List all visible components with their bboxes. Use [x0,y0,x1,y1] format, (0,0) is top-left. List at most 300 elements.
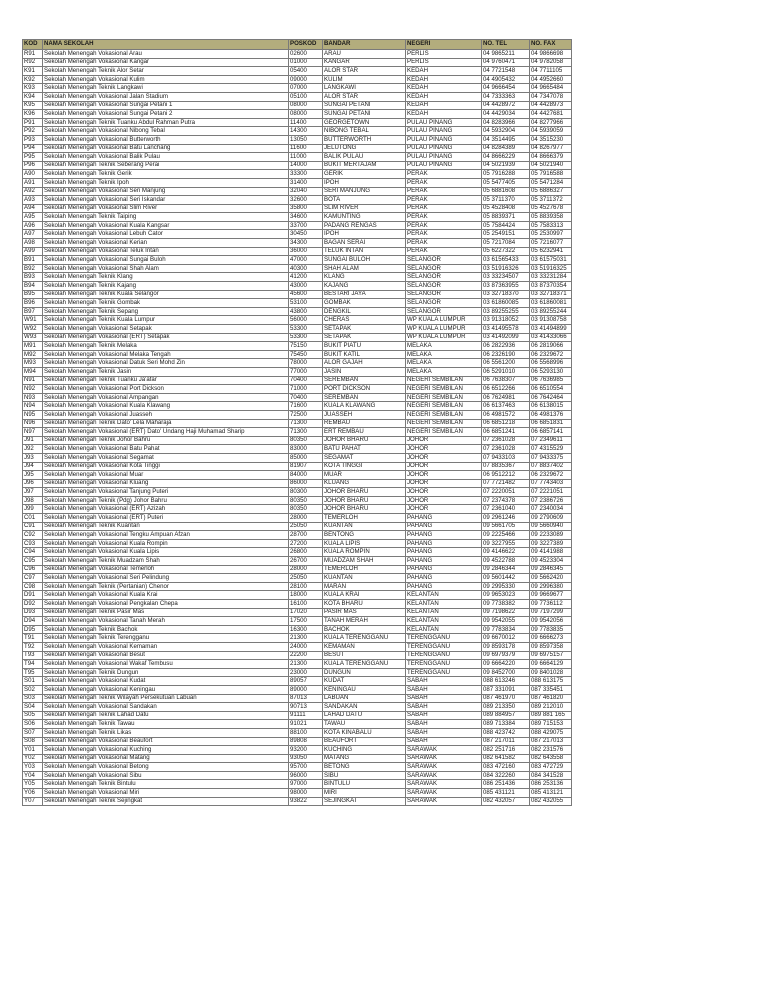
cell-kod: A94 [23,204,43,213]
cell-kod: A96 [23,221,43,230]
cell-no-fax: 09 8597358 [530,642,572,651]
cell-no-fax: 09 2233089 [530,531,572,540]
cell-kod: P93 [23,135,43,144]
table-row [23,720,572,729]
cell-no-fax: 04 5021940 [530,161,572,170]
cell-poskod: 08000 [289,101,323,110]
cell-kod: M93 [23,359,43,368]
cell-no-tel: 082 251716 [482,746,530,755]
cell-bandar: ALOR STAR [323,67,406,76]
cell-no-fax: 06 6138015 [530,402,572,411]
cell-no-fax: 07 7743403 [530,479,572,488]
cell-bandar: JOHOR BHARU [323,505,406,514]
cell-no-fax: 09 2846345 [530,565,572,574]
cell-bandar: KLUANG [323,479,406,488]
cell-nama-sekolah: Sekolah Menengah Vokasional (ERT) Puteri [43,514,289,523]
cell-kod: D91 [23,591,43,600]
cell-no-tel: 04 4905432 [482,75,530,84]
cell-poskod: 53300 [289,333,323,342]
cell-kod: N93 [23,393,43,402]
cell-bandar: TANAH MERAH [323,617,406,626]
table-row [23,557,572,566]
cell-negeri: WP KUALA LUMPUR [406,316,482,325]
table-row [23,419,572,428]
cell-poskod: 26700 [289,557,323,566]
cell-poskod: 21300 [289,634,323,643]
cell-kod: T94 [23,660,43,669]
cell-nama-sekolah: Sekolah Menengah Teknik Wilayah Persekutuan Labuan [43,694,289,703]
cell-no-fax: 03 33231284 [530,273,572,282]
cell-kod: P95 [23,153,43,162]
cell-negeri: KEDAH [406,101,482,110]
cell-poskod: 28700 [289,531,323,540]
cell-bandar: BUTTERWORTH [323,135,406,144]
table-row [23,625,572,634]
cell-kod: N96 [23,419,43,428]
cell-poskod: 89808 [289,737,323,746]
cell-kod: K94 [23,92,43,101]
cell-poskod: 14000 [289,161,323,170]
cell-nama-sekolah: Sekolah Menengah Vokasional Batu Lanchang [43,144,289,153]
cell-bandar: BESTARI JAYA [323,290,406,299]
cell-no-tel: 06 6137463 [482,402,530,411]
cell-bandar: BUKIT PIATU [323,342,406,351]
cell-no-tel: 06 4981572 [482,410,530,419]
cell-negeri: JOHOR [406,462,482,471]
cell-negeri: JOHOR [406,505,482,514]
cell-negeri: SABAH [406,711,482,720]
table-row [23,187,572,196]
cell-no-fax: 04 7347078 [530,92,572,101]
cell-poskod: 32600 [289,196,323,205]
cell-negeri: SELANGOR [406,256,482,265]
table-row [23,204,572,213]
cell-no-tel: 03 32718370 [482,290,530,299]
table-row [23,84,572,93]
cell-no-tel: 06 9512212 [482,471,530,480]
cell-negeri: PERAK [406,187,482,196]
cell-poskod: 75150 [289,342,323,351]
cell-kod: Y01 [23,746,43,755]
cell-kod: J99 [23,505,43,514]
cell-bandar: KEMAMAN [323,642,406,651]
cell-nama-sekolah: Sekolah Menengah Teknik Muadzam Shah [43,557,289,566]
cell-kod: C94 [23,548,43,557]
cell-bandar: JUASSEH [323,410,406,419]
cell-bandar: ALOR GAJAH [323,359,406,368]
table-row [23,385,572,394]
cell-nama-sekolah: Sekolah Menengah Vokasional Matang [43,754,289,763]
cell-negeri: JOHOR [406,445,482,454]
cell-no-fax: 05 5471284 [530,178,572,187]
cell-kod: T91 [23,634,43,643]
cell-no-fax: 04 7711105 [530,67,572,76]
cell-no-fax: 086 253136 [530,780,572,789]
cell-kod: J95 [23,471,43,480]
table-row [23,367,572,376]
cell-poskod: 31400 [289,178,323,187]
cell-negeri: SELANGOR [406,290,482,299]
cell-nama-sekolah: Sekolah Menengah Teknik Bintulu [43,780,289,789]
cell-no-fax: 05 3711372 [530,196,572,205]
header-poskod: POSKOD [289,40,323,50]
cell-bandar: JELUTONG [323,144,406,153]
cell-nama-sekolah: Sekolah Menengah Vokasional Ampangan [43,393,289,402]
table-row [23,539,572,548]
cell-no-fax: 09 4141988 [530,548,572,557]
cell-bandar: DUNGUN [323,668,406,677]
cell-poskod: 88100 [289,728,323,737]
cell-no-tel: 06 5291010 [482,367,530,376]
cell-kod: C96 [23,565,43,574]
cell-nama-sekolah: Sekolah Menengah Vokasional Teluk Intan [43,247,289,256]
cell-poskod: 45600 [289,290,323,299]
cell-kod: Y03 [23,763,43,772]
table-row [23,213,572,222]
table-row [23,127,572,136]
table-row [23,436,572,445]
table-row [23,642,572,651]
cell-nama-sekolah: Sekolah Menengah Teknik (Pdg) Johor Bahru [43,496,289,505]
cell-no-tel: 09 9653023 [482,591,530,600]
cell-nama-sekolah: Sekolah Menengah Teknik Sepang [43,307,289,316]
cell-nama-sekolah: Sekolah Menengah Vokasional Tanah Merah [43,617,289,626]
cell-negeri: JOHOR [406,471,482,480]
cell-no-fax: 04 4952660 [530,75,572,84]
cell-nama-sekolah: Sekolah Menengah Vokasional Segamat [43,453,289,462]
cell-no-tel: 07 2361028 [482,445,530,454]
cell-no-tel: 06 7624981 [482,393,530,402]
cell-kod: A92 [23,187,43,196]
cell-negeri: PERAK [406,247,482,256]
cell-negeri: TERENGGANU [406,668,482,677]
table-row [23,694,572,703]
cell-kod: M92 [23,350,43,359]
table-row [23,711,572,720]
cell-no-fax: 03 89255244 [530,307,572,316]
table-row [23,50,572,59]
cell-no-fax: 03 87370354 [530,282,572,291]
header-no-tel: NO. TEL [482,40,530,50]
cell-no-tel: 09 2995330 [482,582,530,591]
cell-no-tel: 09 5661705 [482,522,530,531]
cell-kod: Y02 [23,754,43,763]
cell-bandar: JOHOR BHARU [323,488,406,497]
table-row [23,608,572,617]
cell-bandar: PASIR MAS [323,608,406,617]
table-row [23,462,572,471]
header-bandar: BANDAR [323,40,406,50]
cell-bandar: BOTA [323,196,406,205]
cell-poskod: 56000 [289,316,323,325]
cell-kod: R92 [23,58,43,67]
table-row [23,754,572,763]
header-negeri: NEGERI [406,40,482,50]
cell-nama-sekolah: Sekolah Menengah Teknik Dato' Lela Maharaja [43,419,289,428]
cell-no-fax: 07 8837402 [530,462,572,471]
table-row [23,290,572,299]
cell-poskod: 71300 [289,419,323,428]
cell-negeri: SARAWAK [406,797,482,806]
cell-nama-sekolah: Sekolah Menengah Vokasional Beaufort [43,737,289,746]
cell-no-tel: 04 8284389 [482,144,530,153]
cell-kod: R91 [23,50,43,59]
cell-poskod: 97000 [289,780,323,789]
cell-negeri: TERENGGANU [406,634,482,643]
cell-nama-sekolah: Sekolah Menengah Vokasional Butterworth [43,135,289,144]
cell-no-fax: 06 7636985 [530,376,572,385]
cell-no-fax: 09 9542056 [530,617,572,626]
cell-poskod: 40300 [289,264,323,273]
cell-bandar: PADANG RENGAS [323,221,406,230]
cell-negeri: SABAH [406,694,482,703]
table-row [23,58,572,67]
cell-no-tel: 05 2549151 [482,230,530,239]
cell-negeri: SELANGOR [406,264,482,273]
cell-kod: B94 [23,282,43,291]
cell-no-fax: 09 8401028 [530,668,572,677]
cell-kod: J98 [23,496,43,505]
cell-nama-sekolah: Sekolah Menengah Vokasional Sungai Petani 1 [43,101,289,110]
cell-kod: P94 [23,144,43,153]
cell-no-fax: 09 6975157 [530,651,572,660]
cell-nama-sekolah: Sekolah Menengah Vokasional Betong [43,763,289,772]
cell-nama-sekolah: Sekolah Menengah Vokasional Shah Alam [43,264,289,273]
cell-poskod: 53300 [289,325,323,334]
cell-bandar: BATU PAHAT [323,445,406,454]
cell-poskod: 71300 [289,428,323,437]
cell-nama-sekolah: Sekolah Menengah Vokasional Nibong Tebal [43,127,289,136]
cell-nama-sekolah: Sekolah Menengah Vokasional (ERT) Dato' Undang Haji Muhamad Sharip [43,428,289,437]
cell-kod: W92 [23,325,43,334]
cell-nama-sekolah: Sekolah Menengah Vokasional Setapak [43,325,289,334]
cell-negeri: NEGERI SEMBILAN [406,393,482,402]
table-row [23,153,572,162]
cell-bandar: BUKIT MERTAJAM [323,161,406,170]
cell-bandar: JOHOR BHARU [323,436,406,445]
cell-poskod: 32040 [289,187,323,196]
cell-bandar: KUALA KRAI [323,591,406,600]
table-row [23,763,572,772]
cell-poskod: 70400 [289,393,323,402]
cell-no-fax: 04 8666379 [530,153,572,162]
cell-no-tel: 09 9542055 [482,617,530,626]
cell-kod: S04 [23,703,43,712]
cell-no-tel: 03 61565433 [482,256,530,265]
cell-poskod: 81907 [289,462,323,471]
cell-no-tel: 087 461970 [482,694,530,703]
table-row [23,75,572,84]
cell-poskod: 09000 [289,75,323,84]
cell-kod: C91 [23,522,43,531]
cell-negeri: NEGERI SEMBILAN [406,419,482,428]
cell-nama-sekolah: Sekolah Menengah Teknik Pasir Mas [43,608,289,617]
cell-poskod: 16100 [289,600,323,609]
table-row [23,582,572,591]
cell-negeri: KEDAH [406,75,482,84]
cell-nama-sekolah: Sekolah Menengah Vokasional Besut [43,651,289,660]
table-row [23,247,572,256]
cell-no-fax: 05 6232941 [530,247,572,256]
table-row [23,144,572,153]
cell-nama-sekolah: Sekolah Menengah Vokasional Seri Pelindung [43,574,289,583]
cell-nama-sekolah: Sekolah Menengah Vokasional Slim River [43,204,289,213]
cell-negeri: NEGERI SEMBILAN [406,376,482,385]
cell-nama-sekolah: Sekolah Menengah Vokasional Kemaman [43,642,289,651]
cell-kod: N97 [23,428,43,437]
cell-poskod: 87013 [289,694,323,703]
cell-no-fax: 087 335451 [530,685,572,694]
table-row [23,101,572,110]
cell-kod: J93 [23,453,43,462]
cell-bandar: KUALA TERENGGANU [323,634,406,643]
cell-poskod: 34600 [289,213,323,222]
cell-bandar: BALIK PULAU [323,153,406,162]
cell-no-tel: 04 7721548 [482,67,530,76]
table-row [23,307,572,316]
cell-no-fax: 03 41433066 [530,333,572,342]
cell-kod: S05 [23,711,43,720]
cell-no-fax: 09 5662420 [530,574,572,583]
table-row [23,565,572,574]
cell-kod: C92 [23,531,43,540]
cell-no-fax: 09 2996380 [530,582,572,591]
cell-nama-sekolah: Sekolah Menengah Teknik Seberang Perai [43,161,289,170]
cell-kod: J94 [23,462,43,471]
cell-kod: M94 [23,367,43,376]
cell-negeri: SARAWAK [406,771,482,780]
cell-nama-sekolah: Sekolah Menengah Vokasional Jalan Stadium [43,92,289,101]
header-kod: KOD [23,40,43,50]
cell-poskod: 11600 [289,144,323,153]
cell-nama-sekolah: Sekolah Menengah Vokasional Kluang [43,479,289,488]
cell-poskod: 28000 [289,565,323,574]
cell-no-tel: 06 2822936 [482,342,530,351]
cell-kod: N91 [23,376,43,385]
table-row [23,325,572,334]
table-row [23,282,572,291]
cell-kod: J97 [23,488,43,497]
cell-poskod: 24000 [289,642,323,651]
cell-kod: Y07 [23,797,43,806]
cell-no-tel: 09 6979379 [482,651,530,660]
cell-poskod: 22200 [289,651,323,660]
cell-no-fax: 09 7783835 [530,625,572,634]
table-row [23,780,572,789]
cell-no-fax: 07 2349611 [530,436,572,445]
cell-poskod: 89000 [289,685,323,694]
cell-poskod: 95700 [289,763,323,772]
table-row [23,92,572,101]
cell-no-fax: 09 9669677 [530,591,572,600]
cell-no-tel: 04 9666454 [482,84,530,93]
cell-no-fax: 06 7642464 [530,393,572,402]
cell-no-fax: 05 2530997 [530,230,572,239]
cell-no-tel: 09 6670012 [482,634,530,643]
cell-no-tel: 04 5021939 [482,161,530,170]
cell-nama-sekolah: Sekolah Menengah Vokasional Kuala Kangsar [43,221,289,230]
cell-no-tel: 087 217011 [482,737,530,746]
cell-no-fax: 09 2790609 [530,514,572,523]
cell-nama-sekolah: Sekolah Menengah Teknik Alor Setar [43,67,289,76]
cell-bandar: ARAU [323,50,406,59]
cell-no-fax: 07 9433375 [530,453,572,462]
cell-negeri: SELANGOR [406,282,482,291]
cell-kod: B97 [23,307,43,316]
cell-kod: A91 [23,178,43,187]
cell-no-tel: 03 41495578 [482,325,530,334]
cell-kod: C98 [23,582,43,591]
table-row [23,273,572,282]
cell-kod: Y04 [23,771,43,780]
cell-kod: A95 [23,213,43,222]
cell-bandar: KUDAT [323,677,406,686]
cell-no-fax: 06 2819066 [530,342,572,351]
cell-bandar: BINTULU [323,780,406,789]
cell-nama-sekolah: Sekolah Menengah Teknik Gerik [43,170,289,179]
cell-kod: P91 [23,118,43,127]
cell-negeri: KEDAH [406,110,482,119]
cell-negeri: JOHOR [406,488,482,497]
cell-poskod: 28000 [289,514,323,523]
cell-no-fax: 03 61575031 [530,256,572,265]
cell-nama-sekolah: Sekolah Menengah Vokasional Temerloh [43,565,289,574]
cell-kod: J96 [23,479,43,488]
table-row [23,505,572,514]
cell-kod: A97 [23,230,43,239]
cell-poskod: 23000 [289,668,323,677]
cell-negeri: SELANGOR [406,299,482,308]
cell-poskod: 34300 [289,239,323,248]
cell-nama-sekolah: Sekolah Menengah Teknik Sejingkat [43,797,289,806]
cell-bandar: BAGAN SERAI [323,239,406,248]
table-row [23,342,572,351]
cell-poskod: 53100 [289,299,323,308]
table-row [23,196,572,205]
cell-no-fax: 09 7736112 [530,600,572,609]
cell-bandar: SHAH ALAM [323,264,406,273]
cell-kod: P92 [23,127,43,136]
cell-negeri: PAHANG [406,557,482,566]
cell-no-fax: 05 7583313 [530,221,572,230]
cell-no-tel: 087 331091 [482,685,530,694]
cell-negeri: PERAK [406,178,482,187]
cell-nama-sekolah: Sekolah Menengah Teknik Tuanku Abdul Rahman Putra [43,118,289,127]
cell-bandar: TEMERLOH [323,565,406,574]
cell-poskod: 11400 [289,118,323,127]
cell-negeri: JOHOR [406,479,482,488]
cell-kod: S07 [23,728,43,737]
cell-nama-sekolah: Sekolah Menengah Vokasional Kuala Lipis [43,548,289,557]
cell-no-tel: 05 3711370 [482,196,530,205]
cell-bandar: LANGKAWI [323,84,406,93]
cell-no-tel: 03 33234507 [482,273,530,282]
cell-nama-sekolah: Sekolah Menengah Vokasional Kota Tinggi [43,462,289,471]
cell-bandar: KUALA TERENGGANU [323,660,406,669]
cell-nama-sekolah: Sekolah Menengah Vokasional Balik Pulau [43,153,289,162]
cell-negeri: PERAK [406,230,482,239]
cell-kod: A93 [23,196,43,205]
cell-poskod: 16300 [289,625,323,634]
cell-no-fax: 089 212010 [530,703,572,712]
cell-poskod: 91111 [289,711,323,720]
table-row [23,746,572,755]
cell-no-tel: 07 2361040 [482,505,530,514]
cell-nama-sekolah: Sekolah Menengah Vokasional Muar [43,471,289,480]
cell-kod: P96 [23,161,43,170]
cell-nama-sekolah: Sekolah Menengah Teknik Ipoh [43,178,289,187]
cell-bandar: MIRI [323,789,406,798]
